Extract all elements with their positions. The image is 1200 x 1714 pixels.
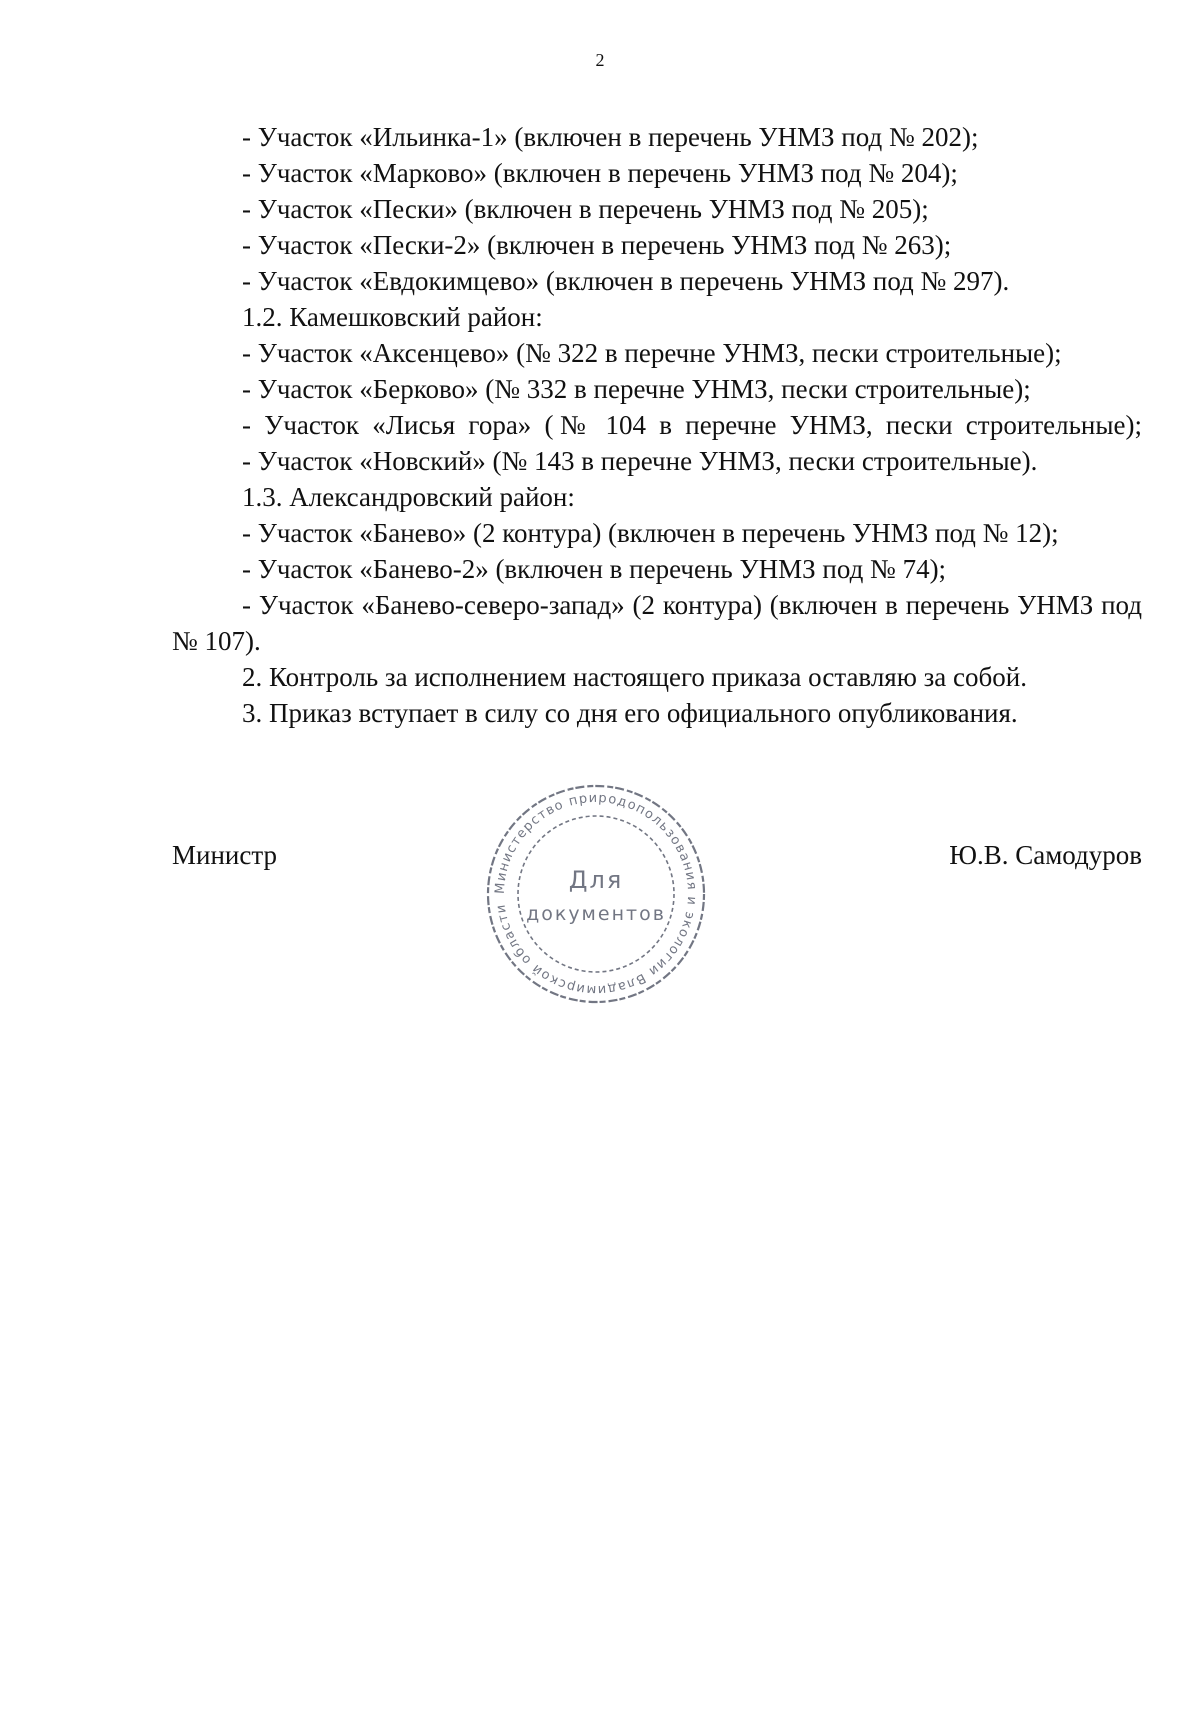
official-stamp xyxy=(480,778,712,1010)
stamp-ring-text: Министерство природопользования и экологии Владимирской области xyxy=(492,790,700,998)
list-item: - Участок «Лисья гора» (№ 104 в перечне УНМЗ, пески строительные); xyxy=(242,410,1142,440)
list-item: - Участок «Пески-2» (включен в перечень УНМЗ под № 263); xyxy=(242,230,952,260)
section-heading: 1.3. Александровский район: xyxy=(242,482,575,512)
list-item: - Участок «Марково» (включен в перечень УНМЗ под № 204); xyxy=(242,158,958,188)
list-item: - Участок «Аксенцево» (№ 322 в перечне УНМЗ, пески строительные); xyxy=(242,338,1062,368)
stamp-center-text-2: документов xyxy=(526,903,666,925)
page-number: 2 xyxy=(595,50,605,70)
closing-item: 3. Приказ вступает в силу со дня его официального опубликования. xyxy=(242,698,1018,728)
signatory-name: Ю.В. Самодуров xyxy=(949,840,1142,870)
stamp-center-text-1: Для xyxy=(568,866,624,894)
list-item-wrapped: - Участок «Банево-северо-запад» (2 контура) (включен в перечень УНМЗ под № 107). xyxy=(172,590,1142,656)
list-item: - Участок «Банево» (2 контура) (включен в перечень УНМЗ под № 12); xyxy=(242,518,1059,548)
closing-item: 2. Контроль за исполнением настоящего приказа оставляю за собой. xyxy=(242,662,1027,692)
stamp-inner-circle xyxy=(518,816,674,972)
document-body xyxy=(172,119,1142,731)
list-item: - Участок «Ильинка-1» (включен в перечень УНМЗ под № 202); xyxy=(242,122,979,152)
list-item: - Участок «Новский» (№ 143 в перечне УНМЗ, пески строительные). xyxy=(242,446,1038,476)
signatory-title: Министр xyxy=(172,840,277,870)
section-heading: 1.2. Камешковский район: xyxy=(242,302,543,332)
list-item: - Участок «Евдокимцево» (включен в перечень УНМЗ под № 297). xyxy=(242,266,1010,296)
list-item: - Участок «Банево-2» (включен в перечень УНМЗ под № 74); xyxy=(242,554,947,584)
list-item: - Участок «Пески» (включен в перечень УНМЗ под № 205); xyxy=(242,194,929,224)
stamp-outer-circle xyxy=(488,786,704,1002)
list-item: - Участок «Берково» (№ 332 в перечне УНМЗ, пески строительные); xyxy=(242,374,1031,404)
